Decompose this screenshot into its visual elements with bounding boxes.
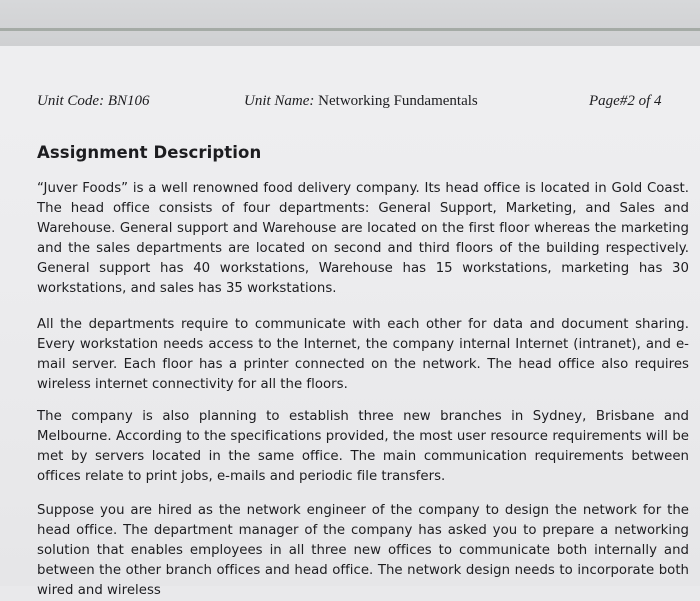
page-header: [37, 93, 667, 115]
unit-code: Unit Code: BN106: [37, 93, 150, 109]
page-number: Page#2 of 4: [589, 93, 662, 109]
paragraph-communication-needs: All the departments require to communicate with each other for data and document sharing. Every workstation needs access to the Internet, the company internal Internet (intranet), and e-mail server. Each floor has a printer connected on the network. The head office also requires wireless internet connectivity for all the floors.: [37, 317, 689, 392]
paragraph-company-overview: “Juver Foods” is a well renowned food delivery company. Its head office is located in Gold Coast. The head office consists of four departments: General Support, Marketing, and Sales and Warehouse. General support and Warehouse are located on the first floor whereas the marketing and the sales departments are located on second and third floors of the building respectively. General support has 40 workstations, Warehouse has 15 workstations, marketing has 30 workstations, and sales has 35 workstations.: [37, 181, 689, 296]
paragraph-task: Suppose you are hired as the network engineer of the company to design the network for the head office. The department manager of the company has asked you to prepare a networking solution that enables employees in all three new offices to communicate both internally and between the other branch offices and head office. The network design needs to incorporate both wired and wireless: [37, 503, 689, 598]
unit-name-value: Networking Fundamentals: [318, 93, 478, 109]
top-rule: [0, 28, 700, 31]
unit-name-label: Unit Name:: [244, 93, 315, 109]
section-title: Assignment Description: [37, 143, 262, 162]
unit-name: [244, 93, 478, 110]
paragraph-new-branches: The company is also planning to establish three new branches in Sydney, Brisbane and Melbourne. According to the specifications provided, the most user resource requirements will be met by servers located in the same office. The main communication requirements between offices relate to print jobs, e-mails and periodic file transfers.: [37, 409, 689, 484]
top-band: [0, 0, 700, 46]
